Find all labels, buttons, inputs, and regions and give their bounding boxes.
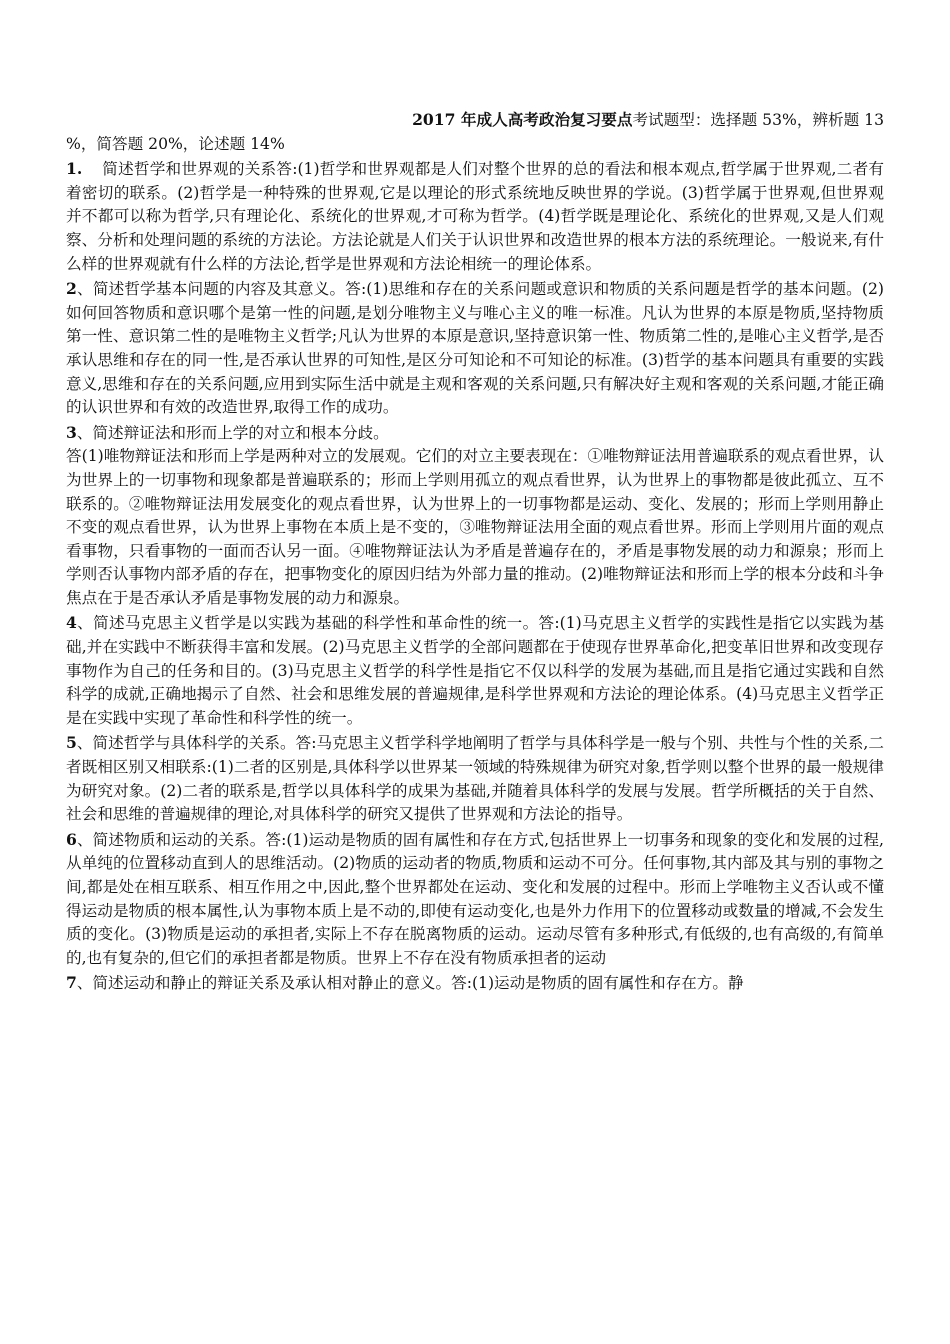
exam-format-continuation: %，简答题 20%，论述题 14% [66,134,285,153]
item-number: 4 [66,613,77,633]
item-1 [66,157,884,276]
item-4 [66,611,884,730]
item-number: 5 [66,733,77,753]
item-text: 、简述马克思主义哲学是以实践为基础的科学性和革命性的统一。答:(1)马克思主义哲学的实践性是指它以实践为基础,并在实践中不断获得丰富和发展。(2)马克思主义哲学的全部问题都在于使现存世界革命化,把变革旧世界和改变现存事物作为自己的任务和目的。(3)马克思主义哲学的科学性是指它不仅以科学的发展为基础,而且是指它通过实践和自然科学的成就,正确地揭示了自然、社会和思维发展的普遍规律,是科学世界观和方法论的理论体系。(4)马克思主义哲学正是在实践中实现了革命性和科学性的统一。 [66,614,884,727]
item-5 [66,731,884,826]
item-6 [66,828,884,971]
item-text: 、简述物质和运动的关系。答:(1)运动是物质的固有属性和存在方式,包括世界上一切事务和现象的变化和发展的过程,从单纯的位置移动直到人的思维活动。(2)物质的运动者的物质,物质和运动不可分。任何事物,其内部及其与别的事物之间,都是处在相互联系、相互作用之中,因此,整个世界都处在运动、变化和发展的过程中。形而上学唯物主义否认或不懂得运动是物质的根本属性,认为事物本质上是不动的,即使有运动变化,也是外力作用下的位置移动或数量的增减,不会发生质的变化。(3)物质是运动的承担者,实际上不存在脱离物质的运动。运动尽管有多种形式,有低级的,也有高级的,有简单的,也有复杂的,但它们的承担者都是物质。世界上不存在没有物质承担者的运动 [66,830,884,967]
item-text: 、简述辩证法和形而上学的对立和根本分歧。 [76,423,389,442]
item-number: 7 [66,973,77,993]
item-3-answer: 答(1)唯物辩证法和形而上学是两种对立的发展观。它们的对立主要表现在：①唯物辩证法用普遍联系的观点看世界，认为世界上的一切事物和现象都是普遍联系的；形而上学则用孤立的观点看世界，认为世界上的事物都是彼此孤立、互不联系的。②唯物辩证法用发展变化的观点看世界，认为世界上的一切事物都是运动、变化、发展的；形而上学则用静止不变的观点看世界，认为世界上事物在本质上是不变的，③唯物辩证法用全面的观点看世界。形而上学则用片面的观点看事物，只看事物的一面而否认另一面。④唯物辩证法认为矛盾是普遍存在的，矛盾是事物发展的动力和源泉；形而上学则否认事物内部矛盾的存在，把事物变化的原因归结为外部力量的推动。(2)唯物辩证法和形而上学的根本分歧和斗争焦点在于是否承认矛盾是事物发展的动力和源泉。 [66,447,884,607]
item-text: 简述哲学和世界观的关系答:(1)哲学和世界观都是人们对整个世界的总的看法和根本观点,哲学属于世界观,二者有着密切的联系。(2)哲学是一种特殊的世界观,它是以理论的形式系统地反映世界的学说。(3)哲学属于世界观,但世界观并不都可以称为哲学,只有理论化、系统化的世界观,才可称为哲学。(4)哲学既是理论化、系统化的世界观,又是人们观察、分析和处理问题的系统的方法论。方法论就是人们关于认识世界和改造世界的根本方法的系统理论。一般说来,有什么样的世界观就有什么样的方法论,哲学是世界观和方法论相统一的理论体系。 [66,160,884,273]
item-3 [66,421,884,446]
item-text: 、简述哲学基本问题的内容及其意义。答:(1)思维和存在的关系问题或意识和物质的关系问题是哲学的基本问题。(2)如何回答物质和意识哪个是第一性的问题,是划分唯物主义与唯心主义的唯一标准。凡认为世界的本原是物质,坚持物质第一性、意识第二性的是唯物主义哲学;凡认为世界的本原是意识,坚持意识第一性、物质第二性的,是唯心主义哲学,是否承认思维和存在的同一性,是否承认世界的可知性,是区分可知论和不可知论的标准。(3)哲学的基本问题具有重要的实践意义,思维和存在的关系问题,应用到实际生活中就是主观和客观的关系问题,只有解决好主观和客观的关系问题,才能正确的认识世界和有效的改造世界,取得工作的成功。 [66,280,884,417]
item-number: 6 [66,829,77,849]
item-7 [66,971,884,996]
item-2 [66,277,884,420]
item-number: 2 [66,279,77,299]
item-text: 、简述哲学与具体科学的关系。答:马克思主义哲学科学地阐明了哲学与具体科学是一般与个别、共性与个性的关系,二者既相区别又相联系:(1)二者的区别是,具体科学以世界某一领域的特殊规律为研究对象,哲学则以整个世界的最一般规律为研究对象。(2)二者的联系是,哲学以具体科学的成果为基础,并随着具体科学的发展与发展。哲学所概括的关于自然、社会和思维的普遍规律的理论,对具体科学的研究又提供了世界观和方法论的指导。 [66,734,884,824]
item-number: 3 [66,422,77,442]
exam-format-text: 考试题型：选择题 53%，辨析题 13 [632,111,884,129]
item-number: 1. [66,159,83,179]
title-line [66,108,884,133]
item-text: 、简述运动和静止的辩证关系及承认相对静止的意义。答:(1)运动是物质的固有属性和存在方。静 [76,974,744,993]
document-title: 2017 年成人高考政治复习要点 [412,110,633,129]
